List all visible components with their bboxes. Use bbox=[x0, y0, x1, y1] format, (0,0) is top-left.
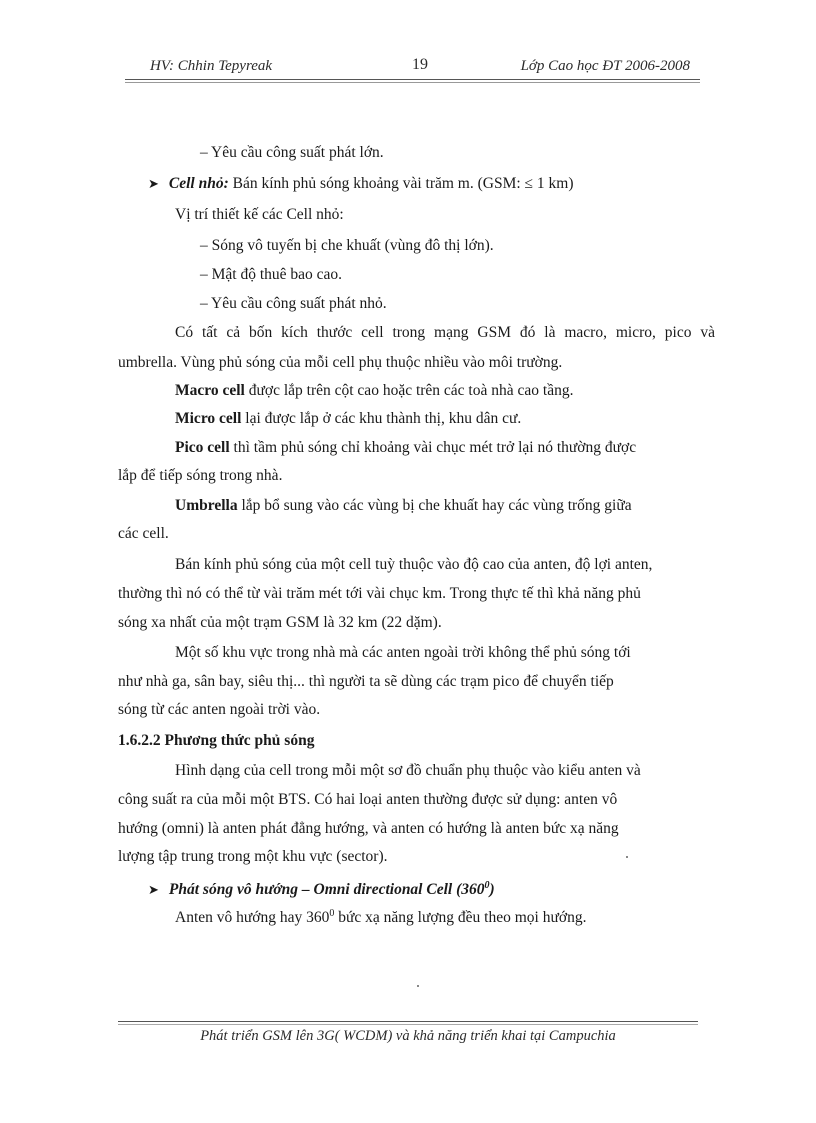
arrow-bullet-icon: ➤ bbox=[148, 883, 159, 899]
paragraph-line: sóng xa nhất của một trạm GSM là 32 km (22 dặm). bbox=[118, 614, 442, 631]
paragraph-line bbox=[175, 904, 586, 928]
term-macro-cell: Macro cell bbox=[175, 382, 245, 399]
term-omni-cell: Phát sóng vô hướng – Omni directional Cell (360 bbox=[168, 881, 485, 899]
term-pico-cell: Pico cell bbox=[175, 439, 230, 456]
bullet-line: – Yêu cầu công suất phát lớn. bbox=[200, 144, 384, 161]
bullet-line-omni bbox=[148, 876, 495, 901]
bullet-line: – Sóng vô tuyến bị che khuất (vùng đô thị lớn). bbox=[200, 237, 494, 254]
bullet-line: – Mật độ thuê bao cao. bbox=[200, 266, 343, 283]
paragraph-line: như nhà ga, sân bay, siêu thị... thì người ta sẽ dùng các trạm pico để chuyển tiếp bbox=[118, 673, 614, 690]
superscript: 0 bbox=[329, 908, 335, 919]
page-footer: Phát triển GSM lên 3G( WCDM) và khả năng triển khai tại Campuchia bbox=[200, 1028, 616, 1044]
header-page-number: 19 bbox=[412, 56, 428, 73]
text-run: bức xạ năng lượng đều theo mọi hướng. bbox=[334, 909, 587, 927]
term-umbrella: Umbrella bbox=[175, 497, 238, 514]
text-run: lại được lắp ở các khu thành thị, khu dân cư. bbox=[241, 410, 522, 427]
text-run: ) bbox=[489, 881, 495, 899]
paragraph-line-micro bbox=[175, 409, 521, 429]
footer-rule bbox=[118, 1021, 698, 1025]
paragraph-line: Bán kính phủ sóng của một cell tuỳ thuộc vào độ cao của anten, độ lợi anten, bbox=[175, 556, 653, 573]
text-run: lắp bổ sung vào các vùng bị che khuất hay các vùng trống giữa bbox=[237, 497, 632, 514]
paragraph-line: umbrella. Vùng phủ sóng của mỗi cell phụ thuộc nhiều vào môi trường. bbox=[118, 354, 563, 371]
paragraph-line: Vị trí thiết kế các Cell nhỏ: bbox=[175, 206, 344, 223]
paragraph-line-pico bbox=[175, 438, 636, 458]
bullet-line-cell-nho bbox=[148, 174, 574, 195]
header-author: HV: Chhin Tepyreak bbox=[150, 58, 273, 74]
header-course: Lớp Cao học ĐT 2006-2008 bbox=[520, 58, 690, 74]
scan-speck bbox=[417, 985, 419, 987]
text-run: được lắp trên cột cao hoặc trên các toà nhà cao tầng. bbox=[244, 382, 574, 399]
term-micro-cell: Micro cell bbox=[175, 410, 242, 427]
section-heading: 1.6.2.2 Phương thức phủ sóng bbox=[118, 732, 315, 749]
bullet-line: – Yêu cầu công suất phát nhỏ. bbox=[200, 295, 387, 312]
paragraph-line-umbrella bbox=[175, 496, 632, 516]
text-run: thì tầm phủ sóng chỉ khoảng vài chục mét trở lại nó thường được bbox=[229, 439, 637, 456]
paragraph-line: công suất ra của mỗi một BTS. Có hai loại anten thường được sử dụng: anten vô bbox=[118, 791, 618, 808]
paragraph-line: thường thì nó có thể từ vài trăm mét tới vài chục km. Trong thực tế thì khả năng phủ bbox=[118, 585, 641, 602]
paragraph-line: Có tất cả bốn kích thước cell trong mạng GSM đó là macro, micro, pico và bbox=[175, 324, 715, 341]
paragraph-line: sóng từ các anten ngoài trời vào. bbox=[118, 701, 321, 718]
term-cell-nho: Cell nhỏ: bbox=[168, 175, 229, 192]
paragraph-line: Hình dạng của cell trong mỗi một sơ đồ chuẩn phụ thuộc vào kiểu anten và bbox=[175, 762, 641, 779]
paragraph-line-macro bbox=[175, 381, 573, 401]
arrow-bullet-icon: ➤ bbox=[148, 177, 159, 192]
paragraph-line: hướng (omni) là anten phát đẳng hướng, và anten có hướng là anten bức xạ năng bbox=[118, 820, 619, 837]
paragraph-line: lắp để tiếp sóng trong nhà. bbox=[118, 467, 283, 484]
text-run: Anten vô hướng hay 360 bbox=[175, 909, 330, 927]
superscript: 0 bbox=[484, 880, 490, 891]
paragraph-line: lượng tập trung trong một khu vực (sector). bbox=[118, 848, 388, 865]
paragraph-line: các cell. bbox=[118, 525, 169, 542]
text-run: Bán kính phủ sóng khoảng vài trăm m. (GSM: ≤ 1 km) bbox=[228, 175, 574, 192]
paragraph-line: Một số khu vực trong nhà mà các anten ngoài trời không thể phủ sóng tới bbox=[175, 644, 631, 661]
scan-speck bbox=[626, 856, 628, 858]
